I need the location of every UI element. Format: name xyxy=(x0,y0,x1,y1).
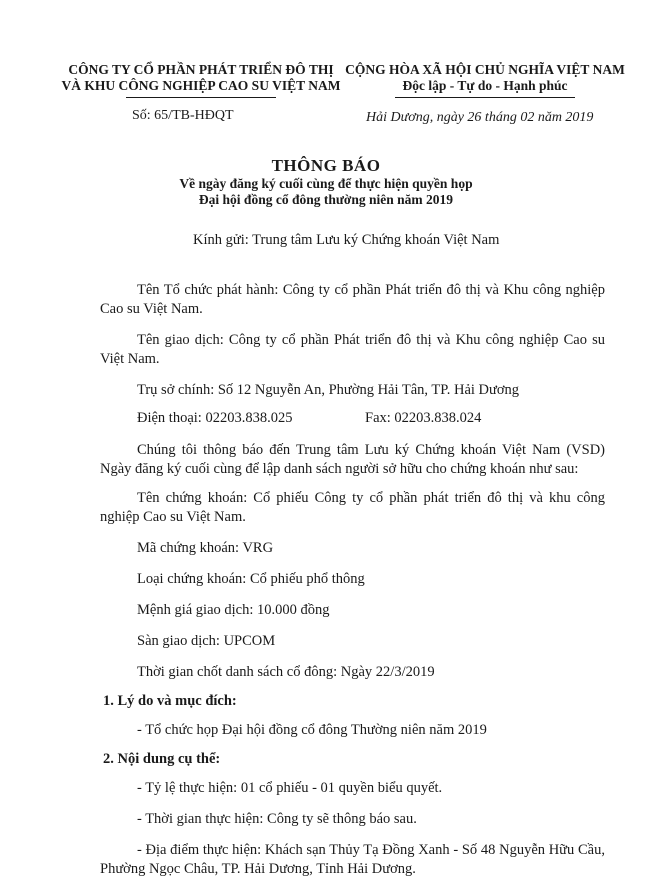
issuer-organization-header xyxy=(56,62,346,98)
issuer-paragraph: Tên Tổ chức phát hành: Công ty cổ phần Phát triển đô thị và Khu công nghiệp Cao su Việt Nam. xyxy=(100,282,605,317)
document-subtitle-line1: Về ngày đăng ký cuối cùng để thực hiện quyền họp xyxy=(179,176,473,191)
exchange-line: Sàn giao dịch: UPCOM xyxy=(137,633,276,649)
trade-name-paragraph: Tên giao dịch: Công ty cổ phần Phát triển đô thị và Khu công nghiệp Cao su Việt Nam. xyxy=(100,332,605,367)
par-value-line: Mệnh giá giao dịch: 10.000 đồng xyxy=(137,602,330,618)
org-underline xyxy=(126,97,276,98)
section-2-heading: 2. Nội dung cụ thể: xyxy=(103,751,221,767)
org-name-line1: CÔNG TY CỔ PHẦN PHÁT TRIỂN ĐÔ THỊ xyxy=(68,62,334,77)
phone-text: Điện thoại: 02203.838.025 xyxy=(137,410,293,426)
document-number: Số: 65/TB-HĐQT xyxy=(132,108,234,123)
document-title: THÔNG BÁO xyxy=(271,156,381,175)
head-office-line: Trụ sở chính: Số 12 Nguyễn An, Phường Hải Tân, TP. Hải Dương xyxy=(137,382,520,398)
security-type-line: Loại chứng khoán: Cổ phiếu phổ thông xyxy=(137,571,365,587)
section-1-item: - Tổ chức họp Đại hội đồng cổ đông Thường niên năm 2019 xyxy=(137,722,487,738)
section-2-item: - Thời gian thực hiện: Công ty sẽ thông báo sau. xyxy=(137,811,417,827)
contact-row xyxy=(100,410,605,429)
nation-name: CỘNG HÒA XÃ HỘI CHỦ NGHĨA VIỆT NAM xyxy=(345,62,625,77)
section-1-heading: 1. Lý do và mục đích: xyxy=(103,693,237,709)
nation-motto: Độc lập - Tự do - Hạnh phúc xyxy=(402,78,568,93)
security-name-paragraph: Tên chứng khoán: Cổ phiếu Công ty cổ phần phát triển đô thị và khu công nghiệp Cao su Việt Nam. xyxy=(100,490,605,525)
recipient-line: Kính gửi: Trung tâm Lưu ký Chứng khoán Việt Nam xyxy=(193,232,500,248)
org-name-line2: VÀ KHU CÔNG NGHIỆP CAO SU VIỆT NAM xyxy=(61,78,341,93)
ticker-line: Mã chứng khoán: VRG xyxy=(137,540,274,556)
fax-text: Fax: 02203.838.024 xyxy=(365,410,482,426)
section-2-item: - Tỷ lệ thực hiện: 01 cổ phiếu - 01 quyền biểu quyết. xyxy=(137,780,443,796)
motto-underline xyxy=(395,97,575,98)
record-date-line: Thời gian chốt danh sách cổ đông: Ngày 22/3/2019 xyxy=(137,664,435,680)
national-header xyxy=(340,62,630,98)
notice-paragraph: Chúng tôi thông báo đến Trung tâm Lưu ký Chứng khoán Việt Nam (VSD) Ngày đăng ký cuối cùng để lập danh sách người sở hữu cho chứng khoán như sau: xyxy=(100,442,605,477)
section-2-item: - Địa điểm thực hiện: Khách sạn Thủy Tạ Đồng Xanh - Số 48 Nguyễn Hữu Cầu, Phường Ngọc Châu, TP. Hải Dương, Tỉnh Hải Dương. xyxy=(100,842,605,877)
document-body xyxy=(100,281,605,879)
document-subtitle-line2: Đại hội đồng cổ đông thường niên năm 2019 xyxy=(198,192,454,207)
document-date: Hải Dương, ngày 26 tháng 02 năm 2019 xyxy=(366,110,594,125)
